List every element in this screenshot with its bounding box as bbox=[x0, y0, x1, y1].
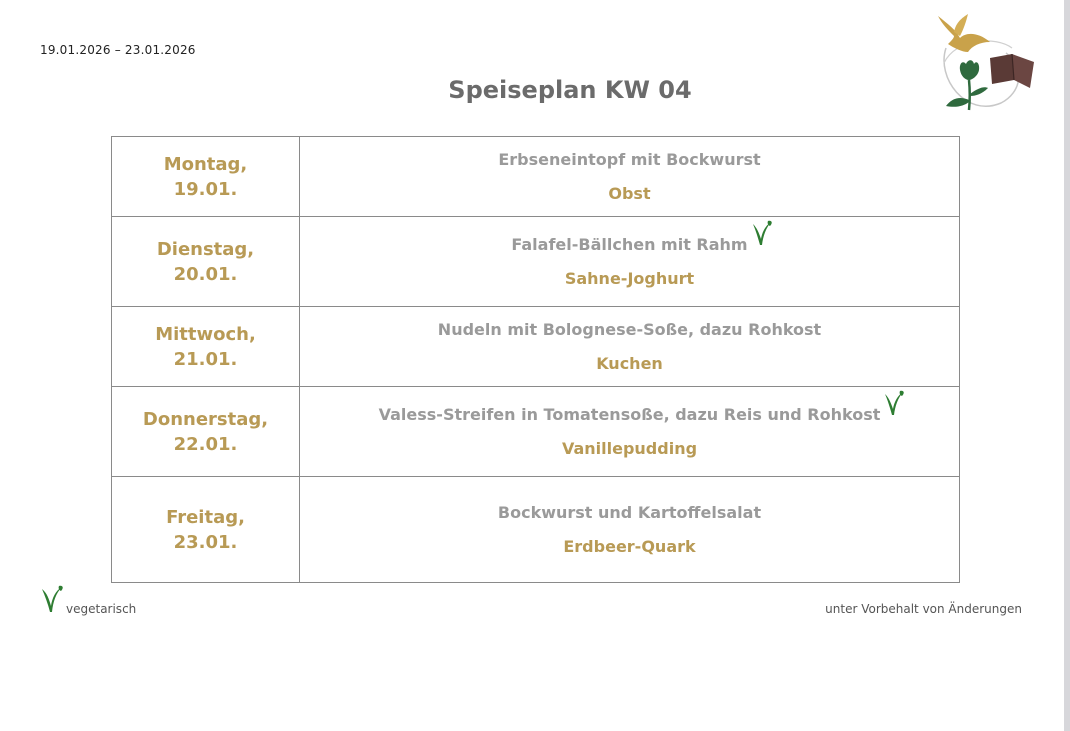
vegetarian-v-icon bbox=[750, 219, 774, 247]
meal-cell bbox=[300, 217, 960, 307]
day-cell bbox=[112, 217, 300, 307]
meal-cell bbox=[300, 387, 960, 477]
weekday-label: Donnerstag, bbox=[142, 408, 269, 430]
vegetarian-v-icon bbox=[882, 389, 906, 417]
main-dish bbox=[498, 150, 760, 170]
vegetarian-legend-label: vegetarisch bbox=[66, 602, 137, 616]
menu-row bbox=[112, 307, 960, 387]
bird-tulip-book-logo bbox=[926, 8, 1042, 120]
meal-cell bbox=[300, 477, 960, 583]
dessert: Kuchen bbox=[596, 353, 663, 373]
main-dish bbox=[498, 503, 761, 523]
main-dish-text: Falafel-Bällchen mit Rahm bbox=[511, 234, 748, 254]
date-label: 19.01. bbox=[173, 178, 238, 200]
dessert: Erdbeer-Quark bbox=[563, 536, 696, 556]
main-dish-text: Nudeln mit Bolognese-Soße, dazu Rohkost bbox=[437, 319, 822, 339]
day-cell bbox=[112, 477, 300, 583]
main-dish bbox=[511, 235, 747, 255]
date-label: 23.01. bbox=[173, 531, 238, 553]
meal-cell bbox=[300, 137, 960, 217]
vegetarian-v-icon bbox=[39, 584, 65, 614]
dessert: Vanillepudding bbox=[561, 438, 698, 458]
main-dish bbox=[438, 320, 821, 340]
weekday-label: Montag, bbox=[163, 153, 248, 175]
day-cell bbox=[112, 307, 300, 387]
menu-row bbox=[112, 217, 960, 307]
menu-row bbox=[112, 387, 960, 477]
weekday-label: Mittwoch, bbox=[155, 323, 256, 345]
dessert: Obst bbox=[608, 183, 651, 203]
dessert: Sahne-Joghurt bbox=[564, 268, 695, 288]
main-dish bbox=[379, 405, 881, 425]
main-dish-text: Bockwurst und Kartoffelsalat bbox=[497, 502, 762, 522]
day-cell bbox=[112, 387, 300, 477]
weekday-label: Dienstag, bbox=[156, 238, 255, 260]
weekday-label: Freitag, bbox=[166, 506, 245, 528]
main-dish-text: Valess-Streifen in Tomatensoße, dazu Reis und Rohkost bbox=[378, 404, 881, 424]
change-disclaimer: unter Vorbehalt von Änderungen bbox=[825, 602, 1022, 616]
meal-cell bbox=[300, 307, 960, 387]
date-range: 19.01.2026 – 23.01.2026 bbox=[40, 43, 196, 57]
date-label: 22.01. bbox=[173, 433, 238, 455]
day-cell bbox=[112, 137, 300, 217]
date-label: 21.01. bbox=[173, 348, 238, 370]
menu-row bbox=[112, 477, 960, 583]
date-label: 20.01. bbox=[173, 263, 238, 285]
page-edge-shadow bbox=[1064, 0, 1070, 731]
main-dish-text: Erbseneintopf mit Bockwurst bbox=[498, 149, 761, 169]
menu-table bbox=[111, 136, 960, 583]
menu-row bbox=[112, 137, 960, 217]
page-title: Speiseplan KW 04 bbox=[448, 76, 692, 104]
